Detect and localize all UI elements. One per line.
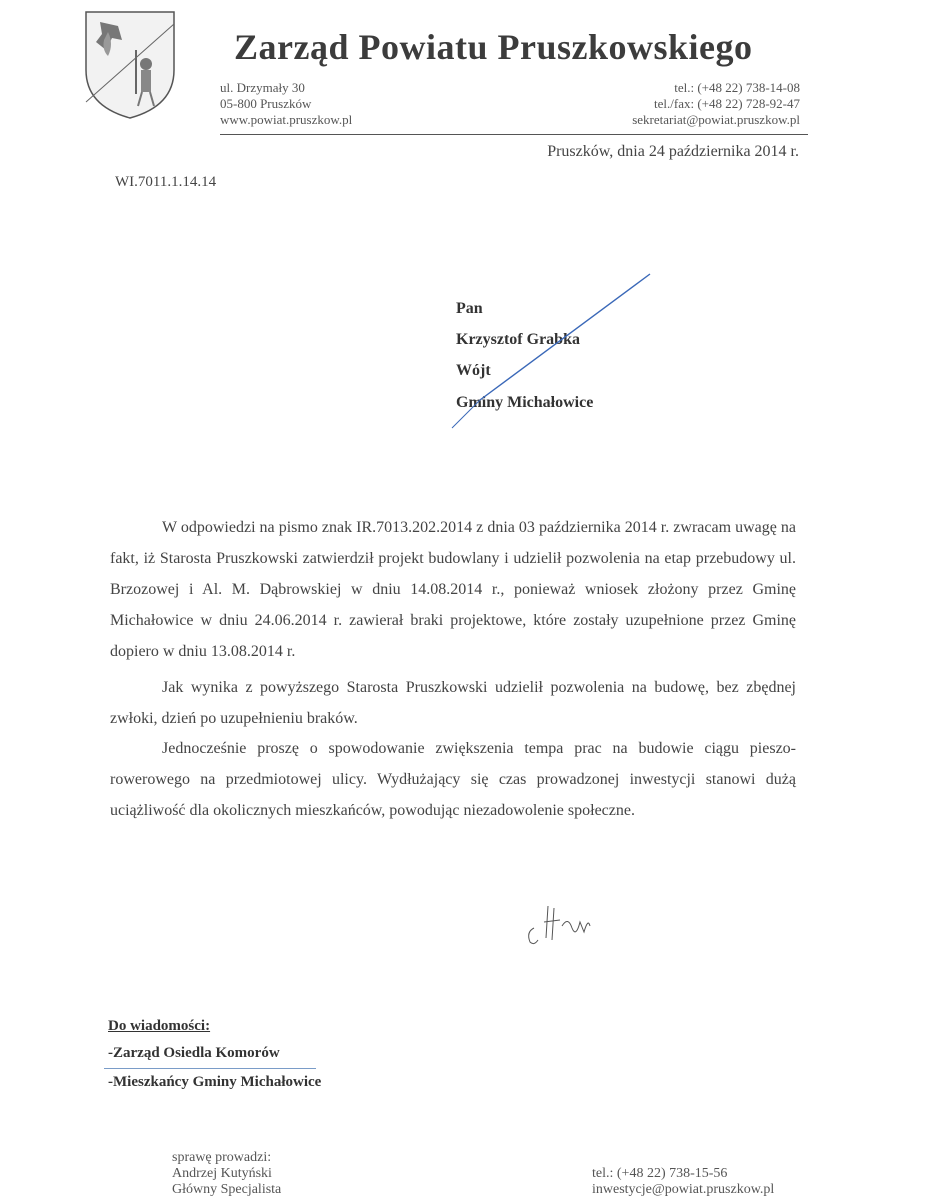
phone-number: tel.: (+48 22) 738-14-08 [674, 80, 800, 95]
recipient-name: Krzysztof Grabka [456, 331, 580, 348]
handler-position: Główny Specjalista [172, 1182, 282, 1197]
address-street: ul. Drzymały 30 [220, 80, 305, 95]
date-line: Pruszków, dnia 24 października 2014 r. [547, 143, 799, 160]
body-paragraph-2 [110, 672, 796, 734]
handler-label: sprawę prowadzi: [172, 1150, 272, 1165]
organization-title: Zarząd Powiatu Pruszkowskiego [234, 27, 753, 67]
fax-number: tel./fax: (+48 22) 728-92-47 [654, 96, 800, 111]
paragraph-text: Jak wynika z powyższego Starosta Pruszkowski udzielił pozwolenia na budowę, bez zbędnej zwłoki, dzień po uzupełnieniu braków. [110, 679, 796, 727]
body-paragraph-3 [110, 733, 796, 826]
handler-contact-block [592, 1166, 774, 1198]
cc-item: -Mieszkańcy Gminy Michałowice [108, 1074, 322, 1090]
contact-block [632, 80, 800, 128]
email-link[interactable]: sekretariat@powiat.pruszkow.pl [632, 112, 800, 127]
cc-item: -Zarząd Osiedla Komorów [108, 1045, 280, 1061]
recipient-title: Wójt [456, 362, 491, 379]
signature [520, 898, 610, 950]
paragraph-text: Jednocześnie proszę o spowodowanie zwiększenia tempa prac na budowie ciągu pieszo-rowerowego na przedmiotowej ulicy. Wydłużający się czas prowadzonej inwestycji stanowi dużą uciążliwość dla okolicznych mieszkańców, powodując niezadowolenie społeczne. [110, 740, 796, 819]
cc-divider [104, 1068, 316, 1069]
handler-name: Andrzej Kutyński [172, 1166, 272, 1181]
case-reference: WI.7011.1.14.14 [115, 174, 217, 190]
address-block [220, 80, 352, 128]
handler-email[interactable]: inwestycje@powiat.pruszkow.pl [592, 1182, 775, 1197]
case-handler-block [172, 1150, 281, 1198]
cc-heading: Do wiadomości: [108, 1018, 211, 1034]
handler-phone: tel.: (+48 22) 738-15-56 [592, 1166, 728, 1181]
recipient-office: Gminy Michałowice [456, 394, 594, 411]
address-city: 05-800 Pruszków [220, 96, 312, 111]
pen-stroke-mark [440, 268, 660, 438]
website-link[interactable]: www.powiat.pruszkow.pl [220, 112, 353, 127]
recipient-salutation: Pan [456, 300, 483, 317]
coat-of-arms-logo [84, 10, 176, 120]
paragraph-text: W odpowiedzi na pismo znak IR.7013.202.2014 z dnia 03 października 2014 r. zwracam uwagę na fakt, iż Starosta Pruszkowski zatwierdził projekt budowlany i udzielił pozwolenia na etap przebudowy ul. Brzozowej i Al. M. Dąbrowskiej w dniu 14.08.2014 r., ponieważ wniosek złożony przez Gminę Michałowice w dniu 24.06.2014 r. zawierał braki projektowe, które zostały uzupełnione przez Gminę dopiero w dniu 13.08.2014 r. [110, 519, 796, 660]
header-divider [220, 134, 808, 135]
body-paragraph-1 [110, 512, 796, 667]
